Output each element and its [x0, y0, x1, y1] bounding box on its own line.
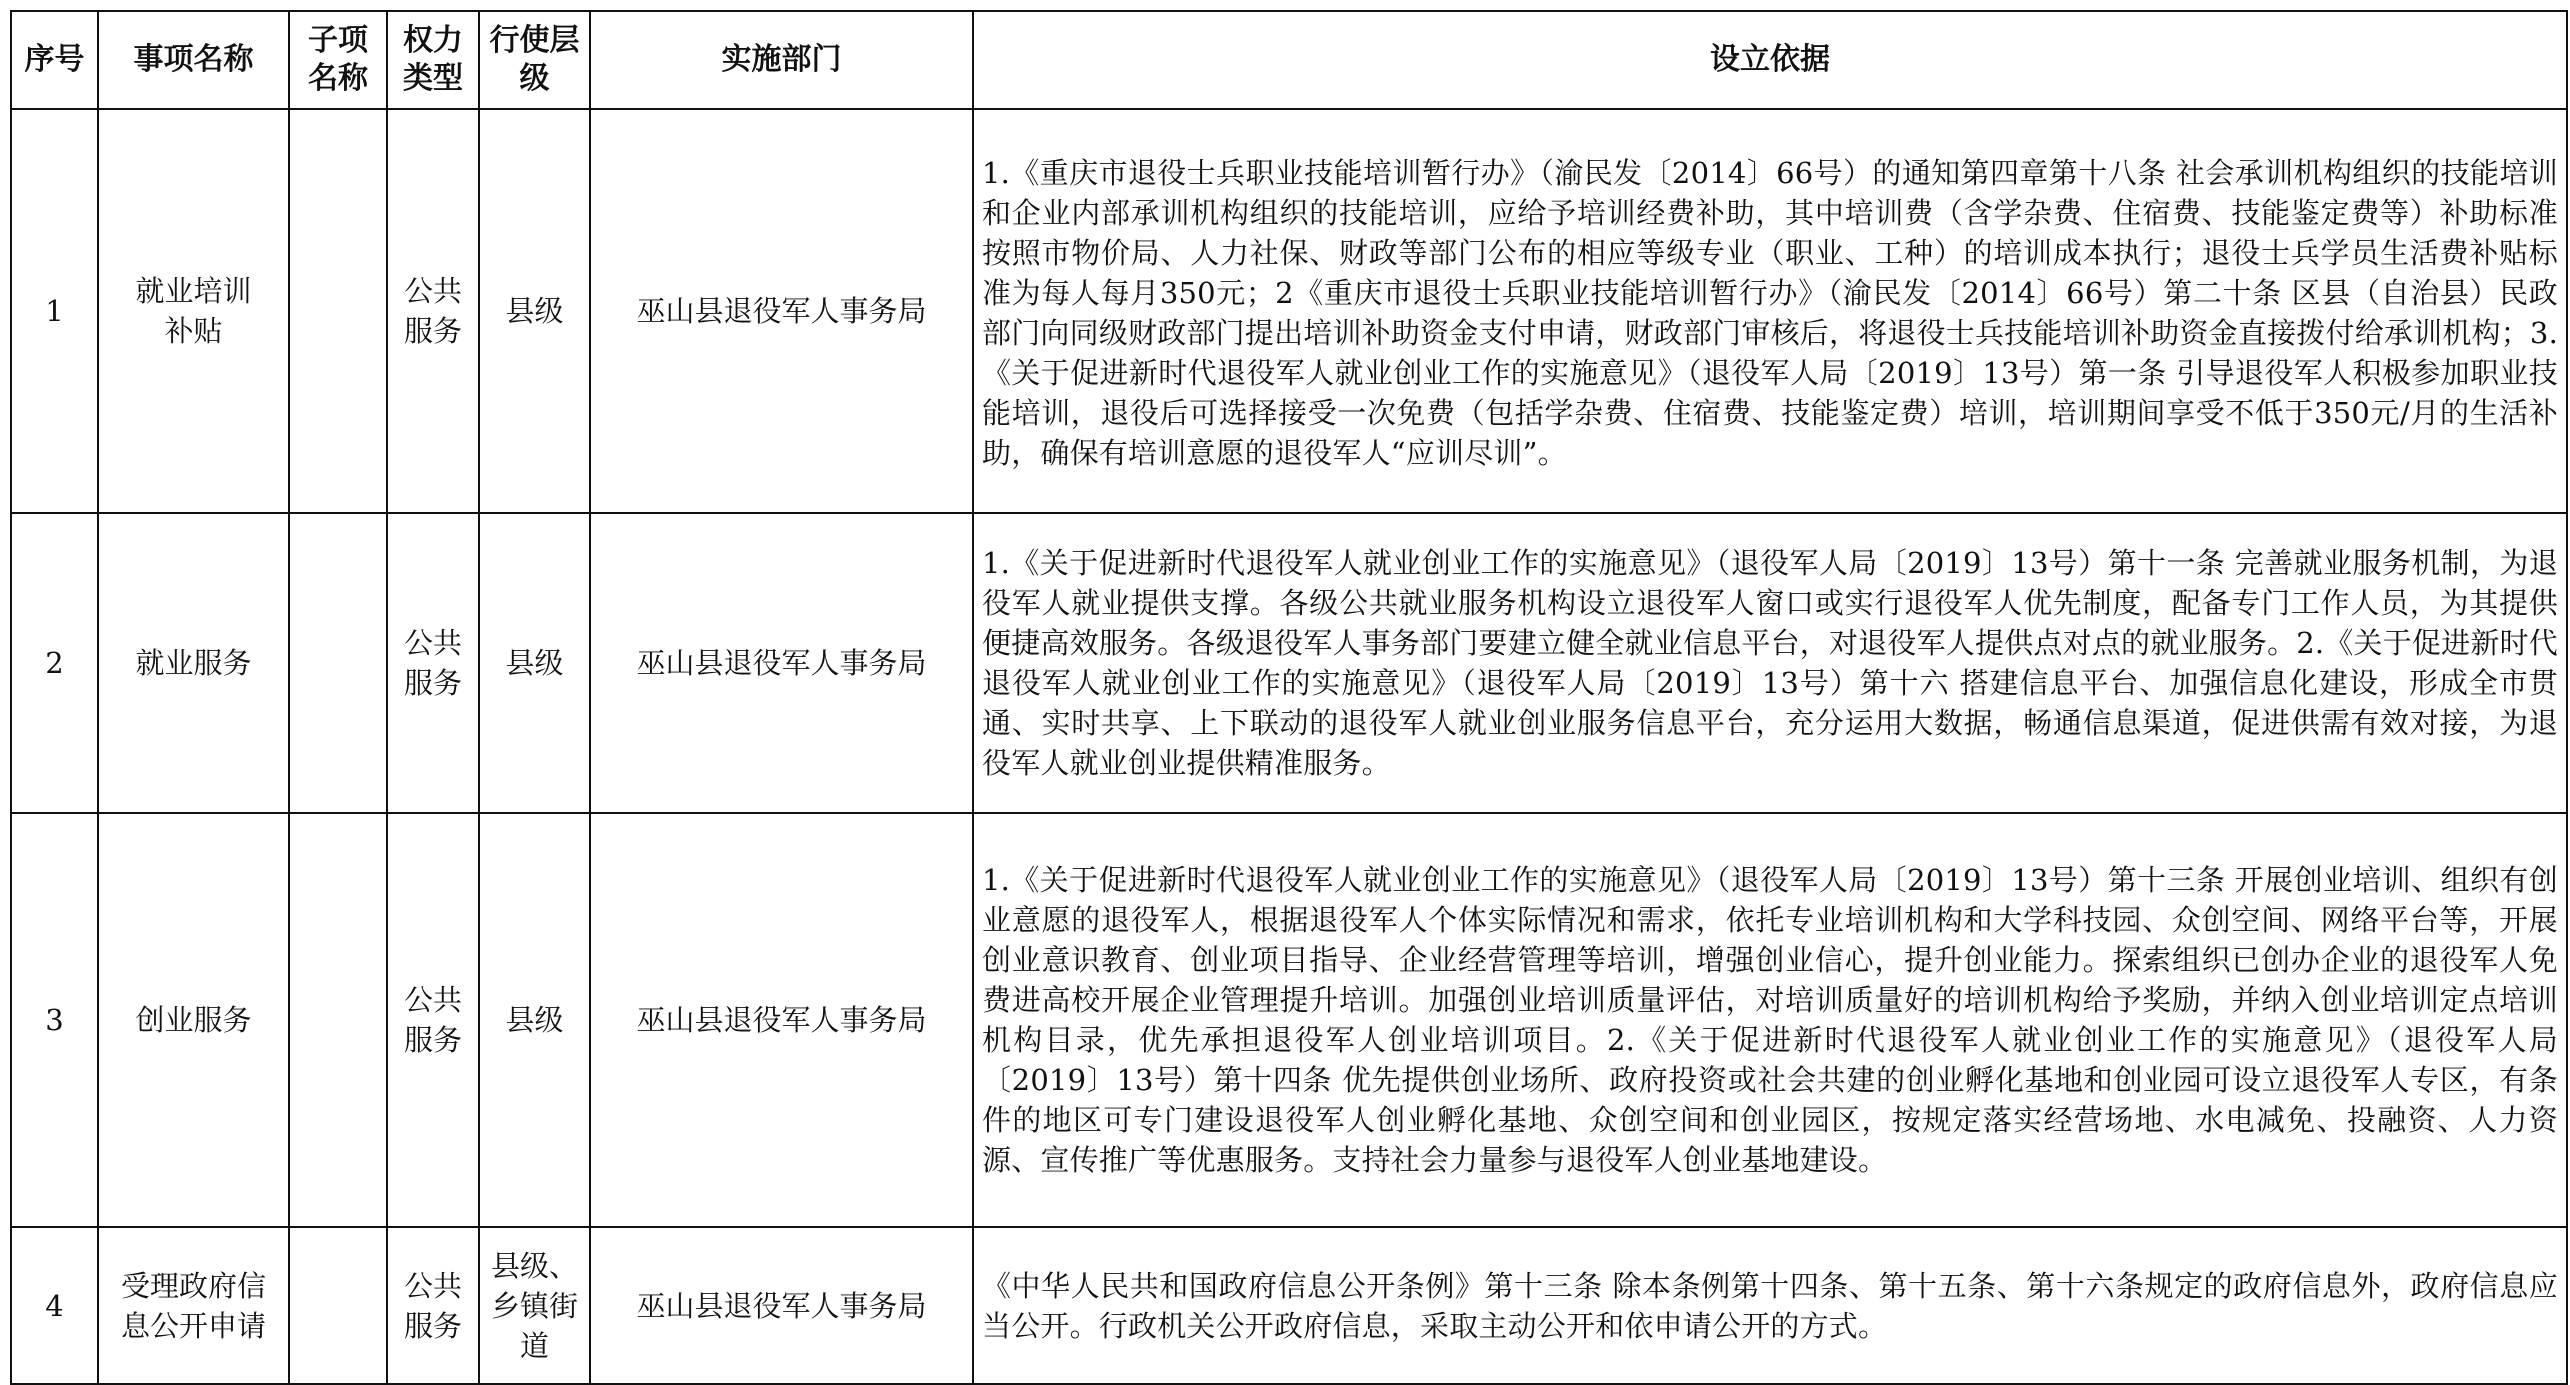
table-row: [11, 513, 2567, 813]
cell-seq: 3: [11, 813, 98, 1227]
cell-basis: [973, 109, 2567, 513]
cell-dept: 巫山县退役军人事务局: [590, 513, 973, 813]
cell-seq: 2: [11, 513, 98, 813]
header-sub-item: 子项名称: [289, 11, 387, 109]
table-row: [11, 1227, 2567, 1384]
cell-power-type: 公共服务: [387, 513, 479, 813]
table-row: [11, 813, 2567, 1227]
header-item-name: 事项名称: [98, 11, 289, 109]
cell-level: 县级、乡镇街道: [479, 1227, 590, 1384]
cell-seq: 4: [11, 1227, 98, 1384]
header-power-type: 权力类型: [387, 11, 479, 109]
cell-power-type: 公共服务: [387, 1227, 479, 1384]
cell-sub-item: [289, 109, 387, 513]
cell-sub-item: [289, 1227, 387, 1384]
cell-item-name: 就业服务: [98, 513, 289, 813]
basis-text: 1.《关于促进新时代退役军人就业创业工作的实施意见》（退役军人局〔2019〕13号）第十一条 完善就业服务机制，为退役军人就业提供支撑。各级公共就业服务机构设立退役军人窗口或实行退役军人优先制度，配备专门工作人员，为其提供便捷高效服务。各级退役军人事务部门要建立健全就业信息平台，对退役军人提供点对点的就业服务。2.《关于促进新时代退役军人就业创业工作的实施意见》（退役军人局〔2019〕13号）第十六 搭建信息平台、加强信息化建设，形成全市贯通、实时共享、上下联动的退役军人就业创业服务信息平台，充分运用大数据，畅通信息渠道，促进供需有效对接，为退役军人就业创业提供精准服务。: [982, 546, 2558, 780]
cell-basis: [973, 513, 2567, 813]
header-dept: 实施部门: [590, 11, 973, 109]
header-basis: 设立依据: [973, 11, 2567, 109]
cell-level: 县级: [479, 513, 590, 813]
cell-power-type: 公共服务: [387, 109, 479, 513]
cell-power-type: 公共服务: [387, 813, 479, 1227]
header-level: 行使层级: [479, 11, 590, 109]
matters-table: [10, 10, 2568, 1385]
basis-text: 1.《重庆市退役士兵职业技能培训暂行办》（渝民发〔2014〕66号）的通知第四章第十八条 社会承训机构组织的技能培训和企业内部承训机构组织的技能培训，应给予培训经费补助，其中培训费（含学杂费、住宿费、技能鉴定费等）补助标准按照市物价局、人力社保、财政等部门公布的相应等级专业（职业、工种）的培训成本执行；退役士兵学员生活费补贴标准为每人每月350元；2《重庆市退役士兵职业技能培训暂行办》（渝民发〔2014〕66号）第二十条 区县（自治县）民政部门向同级财政部门提出培训补助资金支付申请，财政部门审核后，将退役士兵技能培训补助资金直接拨付给承训机构；3.《关于促进新时代退役军人就业创业工作的实施意见》（退役军人局〔2019〕13号）第一条 引导退役军人积极参加职业技能培训，退役后可选择接受一次免费（包括学杂费、住宿费、技能鉴定费）培训，培训期间享受不低于350元/月的生活补助，确保有培训意愿的退役军人“应训尽训”。: [982, 156, 2558, 470]
cell-dept: 巫山县退役军人事务局: [590, 813, 973, 1227]
cell-item-name: 创业服务: [98, 813, 289, 1227]
cell-basis: [973, 813, 2567, 1227]
cell-item-name: 就业培训补贴: [98, 109, 289, 513]
cell-dept: 巫山县退役军人事务局: [590, 109, 973, 513]
cell-sub-item: [289, 813, 387, 1227]
basis-text: 《中华人民共和国政府信息公开条例》第十三条 除本条例第十四条、第十五条、第十六条规定的政府信息外，政府信息应当公开。行政机关公开政府信息，采取主动公开和依申请公开的方式。: [982, 1268, 2558, 1343]
cell-basis: [973, 1227, 2567, 1384]
cell-level: 县级: [479, 813, 590, 1227]
cell-level: 县级: [479, 109, 590, 513]
basis-text: 1.《关于促进新时代退役军人就业创业工作的实施意见》（退役军人局〔2019〕13号）第十三条 开展创业培训、组织有创业意愿的退役军人，根据退役军人个体实际情况和需求，依托专业培训机构和大学科技园、众创空间、网络平台等，开展创业意识教育、创业项目指导、企业经营管理等培训，增强创业信心，提升创业能力。探索组织已创办企业的退役军人免费进高校开展企业管理提升培训。加强创业培训质量评估，对培训质量好的培训机构给予奖励，并纳入创业培训定点培训机构目录，优先承担退役军人创业培训项目。2.《关于促进新时代退役军人就业创业工作的实施意见》（退役军人局〔2019〕13号）第十四条 优先提供创业场所、政府投资或社会共建的创业孵化基地和创业园可设立退役军人专区，有条件的地区可专门建设退役军人创业孵化基地、众创空间和创业园区，按规定落实经营场地、水电减免、投融资、人力资源、宣传推广等优惠服务。支持社会力量参与退役军人创业基地建设。: [982, 863, 2558, 1177]
header-row: [11, 11, 2567, 109]
cell-dept: 巫山县退役军人事务局: [590, 1227, 973, 1384]
cell-item-name: 受理政府信息公开申请: [98, 1227, 289, 1384]
table-row: [11, 109, 2567, 513]
cell-seq: 1: [11, 109, 98, 513]
cell-sub-item: [289, 513, 387, 813]
header-seq: 序号: [11, 11, 98, 109]
